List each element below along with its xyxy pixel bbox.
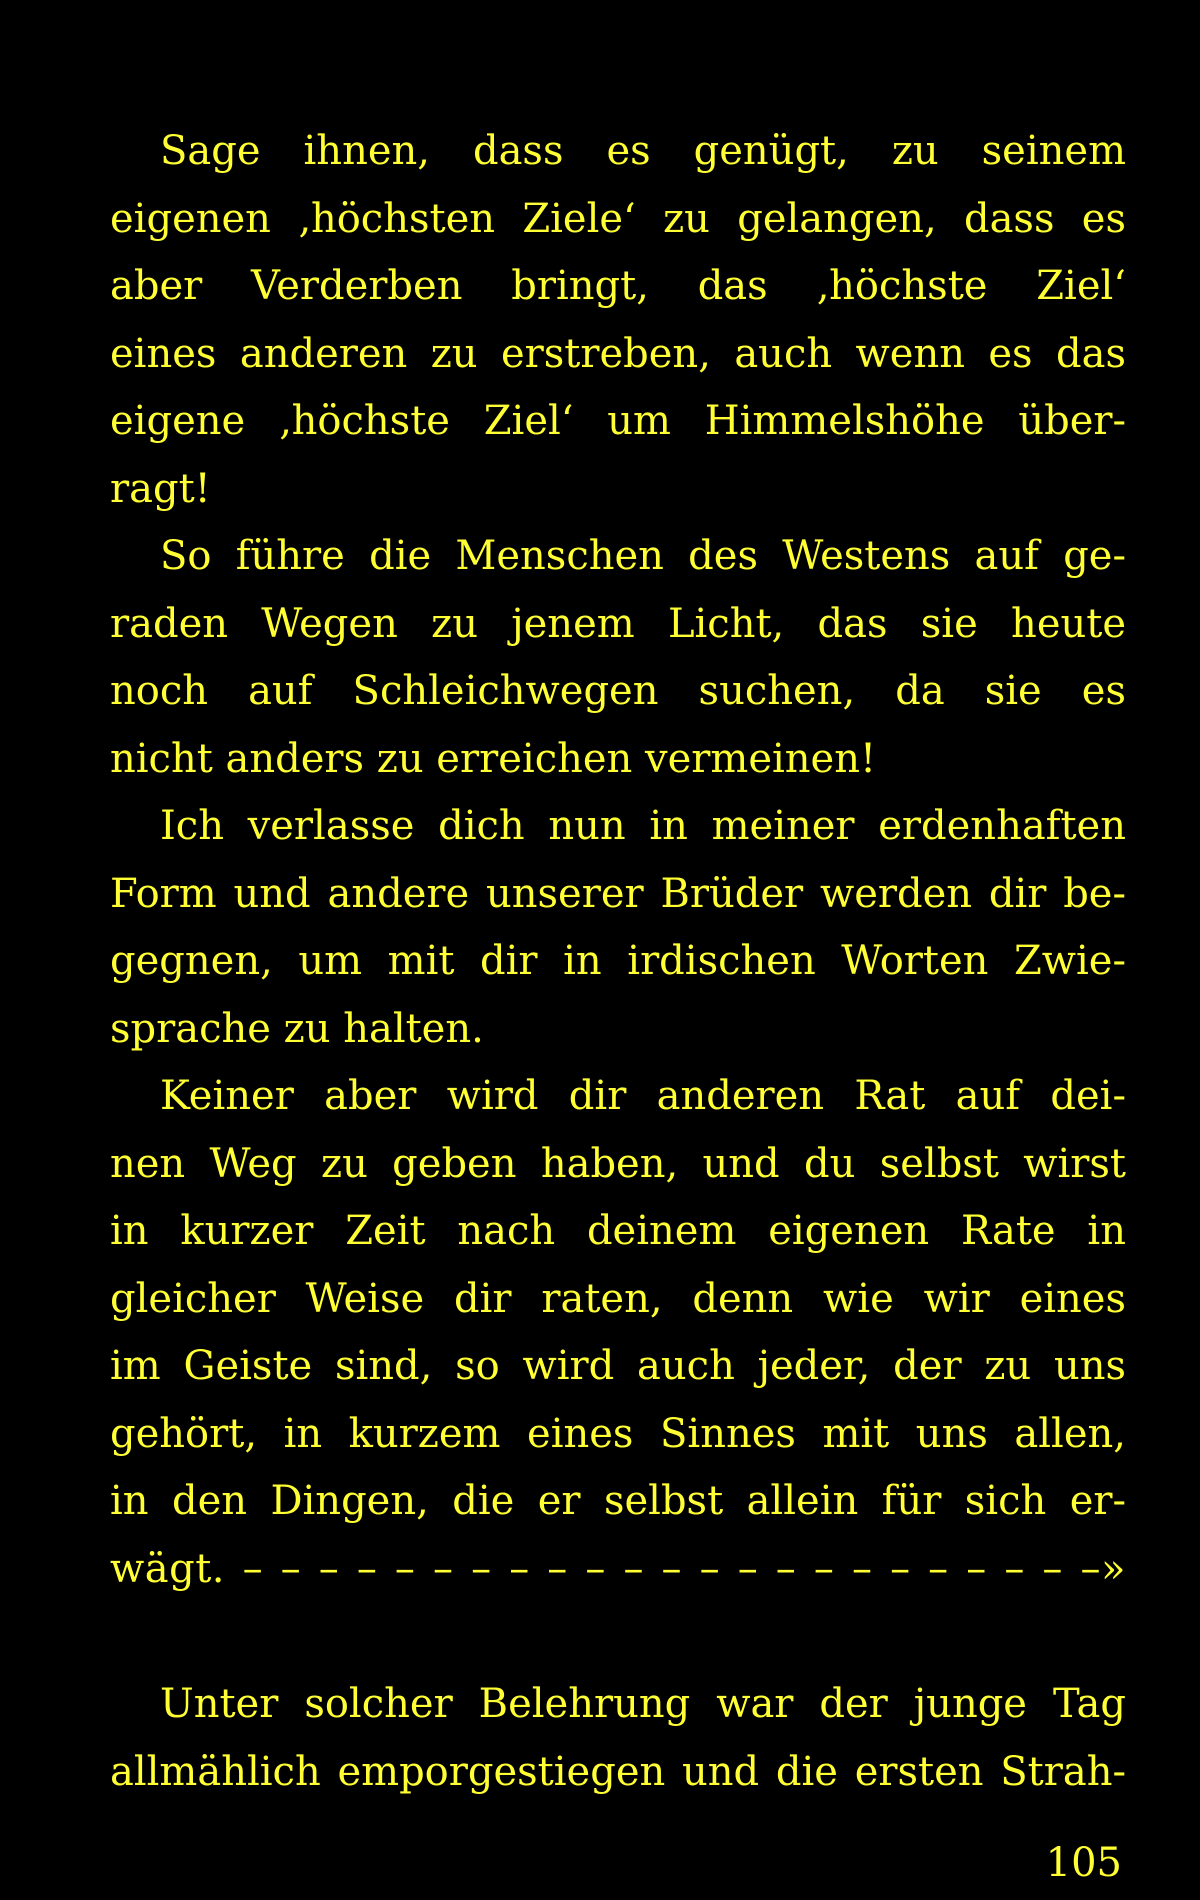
text-line: Ich verlasse dich nun in meiner erdenhaften <box>160 803 1126 849</box>
text-line: eines anderen zu erstreben, auch wenn es das <box>110 330 1126 377</box>
text-line: So führe die Menschen des Westens auf ge- <box>160 533 1126 579</box>
page-number: 105 <box>1045 1840 1122 1886</box>
text-line: sprache zu halten. <box>110 1005 484 1052</box>
text-line: aber Verderben bringt, das ‚höchste Ziel‘ <box>110 263 1126 309</box>
text-line: gehört, in kurzem eines Sinnes mit uns allen, <box>110 1410 1126 1457</box>
text-line: Sage ihnen, dass es genügt, zu seinem <box>160 128 1126 174</box>
text-line: raden Wegen zu jenem Licht, das sie heute <box>110 600 1126 647</box>
text-line: Form und andere unserer Brüder werden dir be- <box>110 870 1126 917</box>
text-line: in den Dingen, die er selbst allein für sich er- <box>110 1478 1126 1524</box>
text-line: gleicher Weise dir raten, denn wie wir eines <box>110 1275 1126 1322</box>
text-line: ragt! <box>110 465 211 512</box>
paragraph-gap <box>110 1603 1126 1671</box>
text-line: Keiner aber wird dir anderen Rat auf dei- <box>160 1073 1126 1119</box>
text-line: eigenen ‚höchsten Ziele‘ zu gelangen, dass es <box>110 195 1126 242</box>
text-line: in kurzer Zeit nach deinem eigenen Rate in <box>110 1208 1126 1254</box>
text-line: Unter solcher Belehrung war der junge Tag <box>160 1681 1126 1727</box>
body-text <box>110 118 1126 1806</box>
text-line: im Geiste sind, so wird auch jeder, der zu uns <box>110 1343 1126 1389</box>
text-line: eigene ‚höchste Ziel‘ um Himmelshöhe über- <box>110 398 1126 444</box>
text-line: noch auf Schleichwegen suchen, da sie es <box>110 668 1126 714</box>
text-line: allmählich emporgestiegen und die ersten Strah- <box>110 1748 1126 1795</box>
text-line: gegnen, um mit dir in irdischen Worten Zwie- <box>110 938 1126 984</box>
text-line: nicht anders zu erreichen vermeinen! <box>110 735 877 782</box>
text-line: nen Weg zu geben haben, und du selbst wirst <box>110 1140 1126 1187</box>
text-line: wägt. – – – – – – – – – – – – – – – – – – – – – – –» <box>110 1545 1126 1592</box>
